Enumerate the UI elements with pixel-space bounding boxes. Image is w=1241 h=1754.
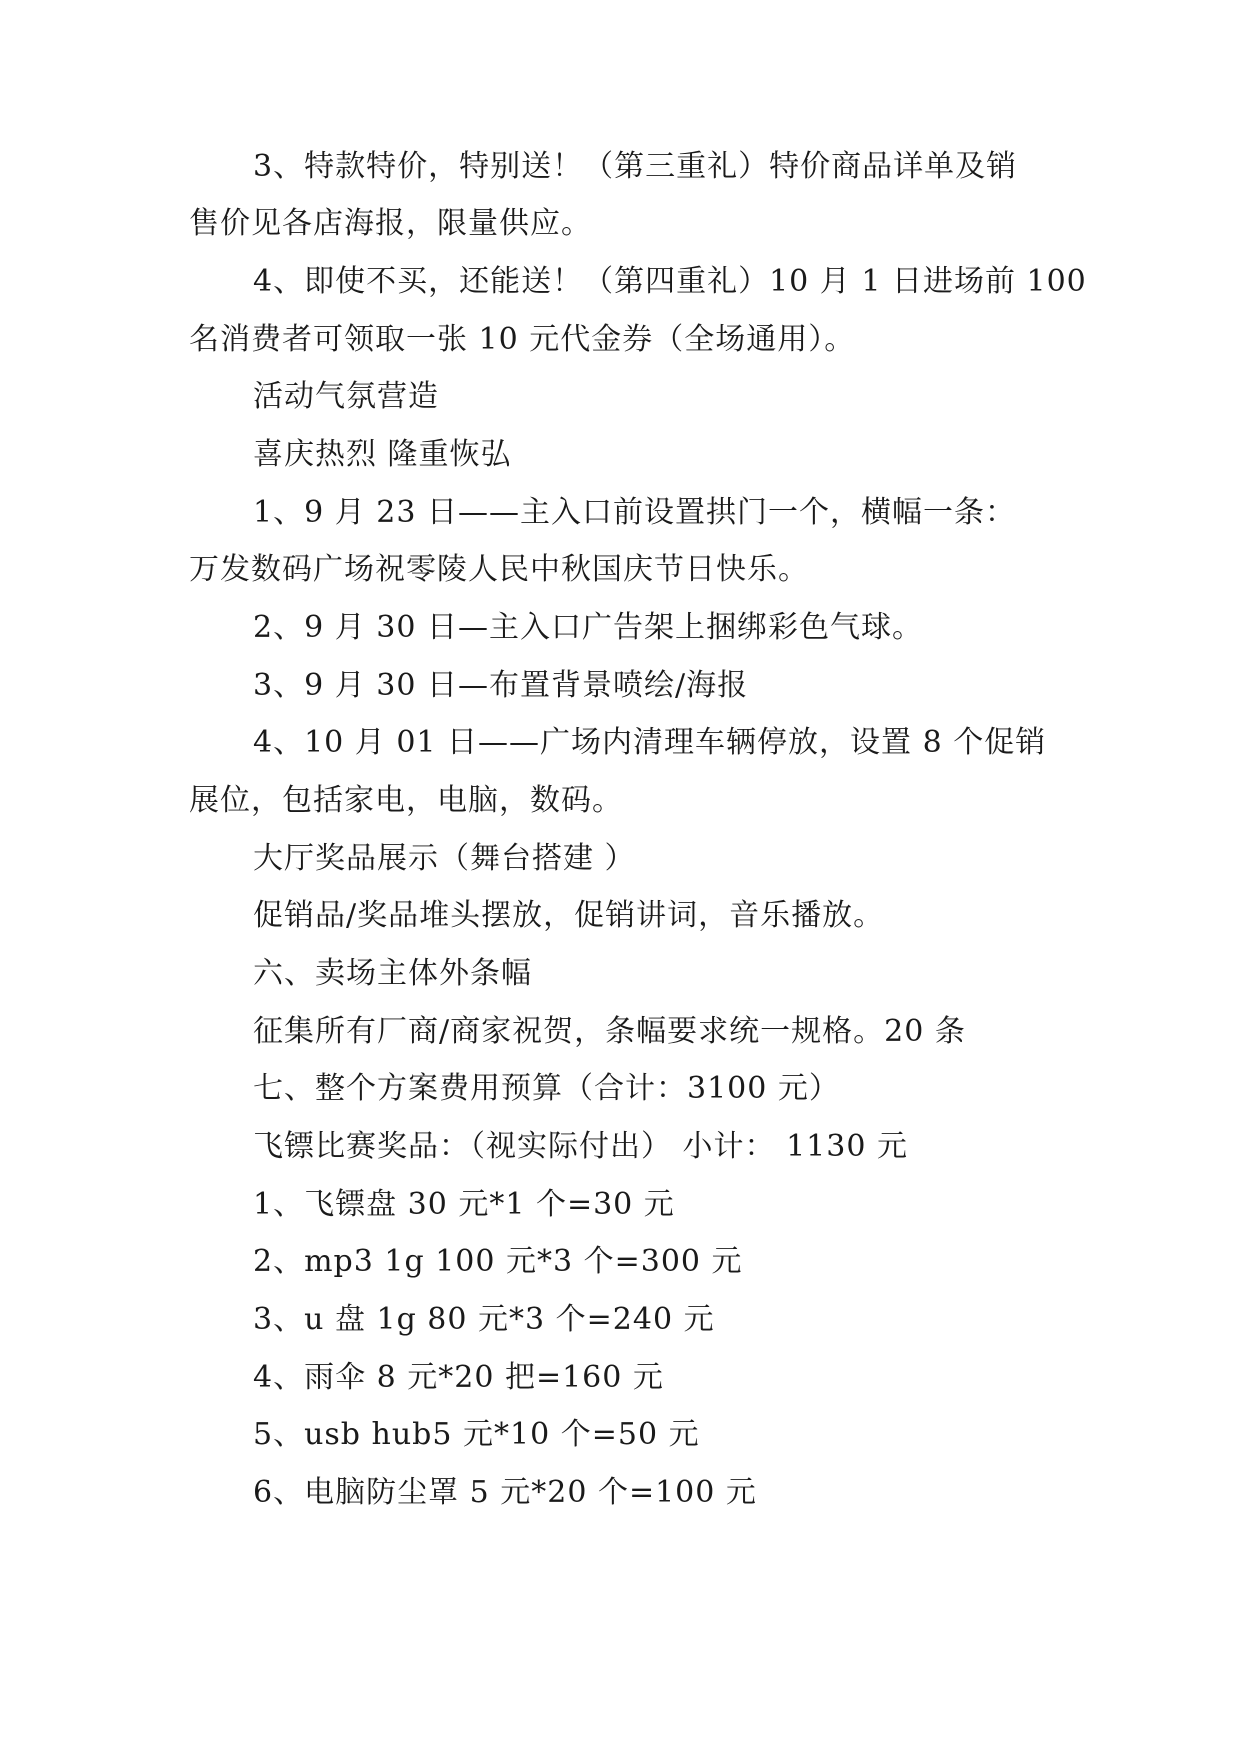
section-subheading: 喜庆热烈 隆重恢弘 — [253, 437, 512, 472]
paragraph-line: 1、9 月 23 日——主入口前设置拱门一个，横幅一条： — [253, 495, 1016, 530]
paragraph-line: 4、即使不买，还能送！（第四重礼）10 月 1 日进场前 100 — [253, 264, 1087, 299]
budget-item: 2、mp3 1g 100 元*3 个=300 元 — [253, 1244, 743, 1279]
budget-item: 4、雨伞 8 元*20 把=160 元 — [253, 1360, 664, 1395]
paragraph-line: 飞镖比赛奖品：（视实际付出） 小计： 1130 元 — [253, 1129, 908, 1164]
paragraph-line: 3、特款特价，特别送！（第三重礼）特价商品详单及销 — [253, 149, 1018, 184]
section-heading: 六、卖场主体外条幅 — [253, 956, 532, 991]
paragraph-line: 万发数码广场祝零陵人民中秋国庆节日快乐。 — [189, 552, 809, 587]
section-heading: 大厅奖品展示（舞台搭建 ） — [253, 841, 636, 876]
section-heading: 七、整个方案费用预算（合计：3100 元） — [253, 1071, 840, 1106]
budget-item: 3、u 盘 1g 80 元*3 个=240 元 — [253, 1302, 715, 1337]
paragraph-line: 促销品/奖品堆头摆放，促销讲词，音乐播放。 — [253, 898, 885, 933]
paragraph-line: 征集所有厂商/商家祝贺，条幅要求统一规格。20 条 — [253, 1014, 966, 1049]
paragraph-line: 4、10 月 01 日——广场内清理车辆停放，设置 8 个促销 — [253, 725, 1047, 760]
paragraph-line: 售价见各店海报，限量供应。 — [189, 206, 592, 241]
paragraph-line: 名消费者可领取一张 10 元代金券（全场通用）。 — [189, 322, 856, 357]
budget-item: 6、电脑防尘罩 5 元*20 个=100 元 — [253, 1475, 757, 1510]
paragraph-line: 2、9 月 30 日—主入口广告架上捆绑彩色气球。 — [253, 610, 923, 645]
budget-item: 5、usb hub5 元*10 个=50 元 — [253, 1417, 700, 1452]
section-heading: 活动气氛营造 — [253, 379, 439, 414]
budget-item: 1、飞镖盘 30 元*1 个=30 元 — [253, 1187, 675, 1222]
paragraph-line: 展位，包括家电，电脑，数码。 — [189, 783, 623, 818]
paragraph-line: 3、9 月 30 日—布置背景喷绘/海报 — [253, 668, 749, 703]
